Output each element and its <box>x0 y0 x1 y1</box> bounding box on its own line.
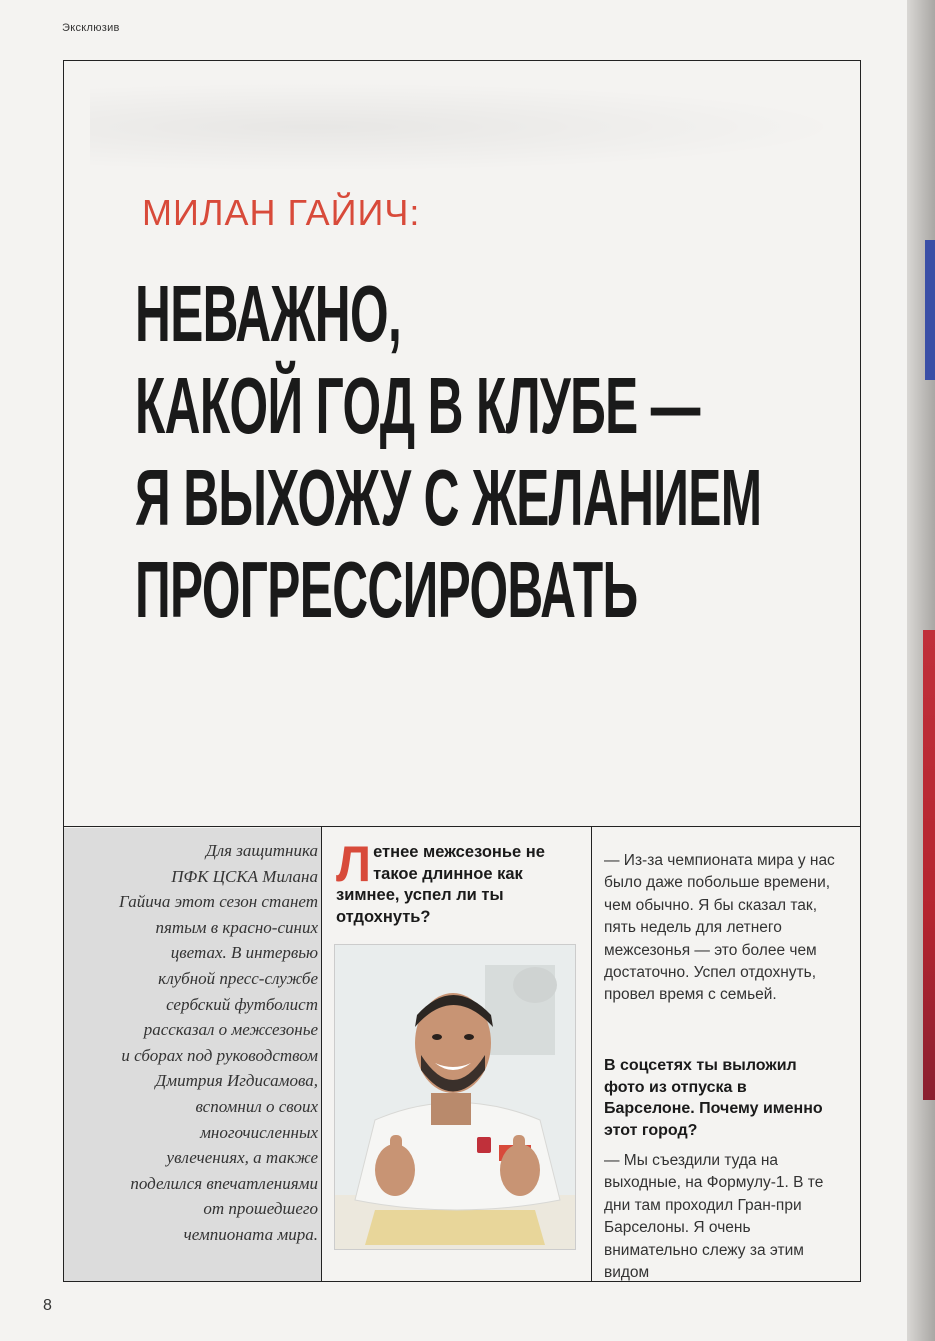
intro-line: рассказал о межсезонье <box>143 1020 318 1040</box>
headline-line: Я ВЫХОЖУ С ЖЕЛАНИЕМ <box>135 453 762 542</box>
intro-line: цветах. В интервью <box>170 943 318 963</box>
drop-cap: Л <box>336 836 372 892</box>
intro-line: ПФК ЦСКА Милана <box>171 866 318 886</box>
page-number: 8 <box>43 1297 52 1314</box>
intro-line: сербский футболист <box>166 994 318 1014</box>
intro-line: Дмитрия Игдисамова, <box>155 1071 318 1091</box>
answer-1: — Из-за чемпионата мира у нас было даже побольше времени, чем обычно. Я бы сказал так, пять недель для летнего межсезонья — это более чем достаточно. Успел отдохнуть, провел время с семьей. <box>604 852 835 1004</box>
column-divider <box>321 826 322 1282</box>
headline-line: НЕВАЖНО, <box>135 269 402 358</box>
section-label: Эксклюзив <box>62 22 120 34</box>
intro-line: пятым в красно-синих <box>155 917 318 937</box>
intro-line: и сборах под руководством <box>121 1045 318 1065</box>
headline <box>135 268 762 636</box>
question-1-text: етнее межсезонье не такое длинное как зимнее, успел ли ты отдохнуть? <box>336 843 545 926</box>
intro-line: вспомнил о своих <box>195 1096 318 1116</box>
intro-text <box>64 838 318 1248</box>
intro-line: клубной пресс-службе <box>158 968 318 988</box>
adjacent-page-red-strip <box>923 630 935 1100</box>
intro-line: чемпионата мира. <box>183 1224 318 1244</box>
intro-line: многочисленных <box>200 1122 318 1142</box>
question-2: В соцсетях ты выложил фото из отпуска в Барселоне. Почему именно этот город? <box>604 1057 823 1139</box>
answer-2: — Мы съездили туда на выходные, на Формулу-1. В те дни там проходил Гран-при Барселоны. Я очень внимательно слежу за этим видом <box>604 1152 824 1282</box>
intro-line: увлечениях, а также <box>166 1148 318 1168</box>
adjacent-page-blue-strip <box>925 240 935 380</box>
intro-line: от прошедшего <box>203 1199 318 1219</box>
headline-line: КАКОЙ ГОД В КЛУБЕ — <box>135 361 700 450</box>
show-through-shadow <box>90 82 850 172</box>
question-1 <box>336 836 576 928</box>
player-photo-illustration <box>335 945 576 1250</box>
intro-line: поделился впечатлениями <box>130 1173 318 1193</box>
intro-line: Гайича этот сезон станет <box>119 892 318 912</box>
player-photo <box>334 944 576 1250</box>
headline-line: ПРОГРЕССИРОВАТЬ <box>135 545 638 634</box>
column-divider <box>591 826 592 1282</box>
horizontal-divider <box>63 826 861 827</box>
intro-line: Для защитника <box>205 841 318 860</box>
interviewee-name: МИЛАН ГАЙИЧ: <box>142 192 421 233</box>
